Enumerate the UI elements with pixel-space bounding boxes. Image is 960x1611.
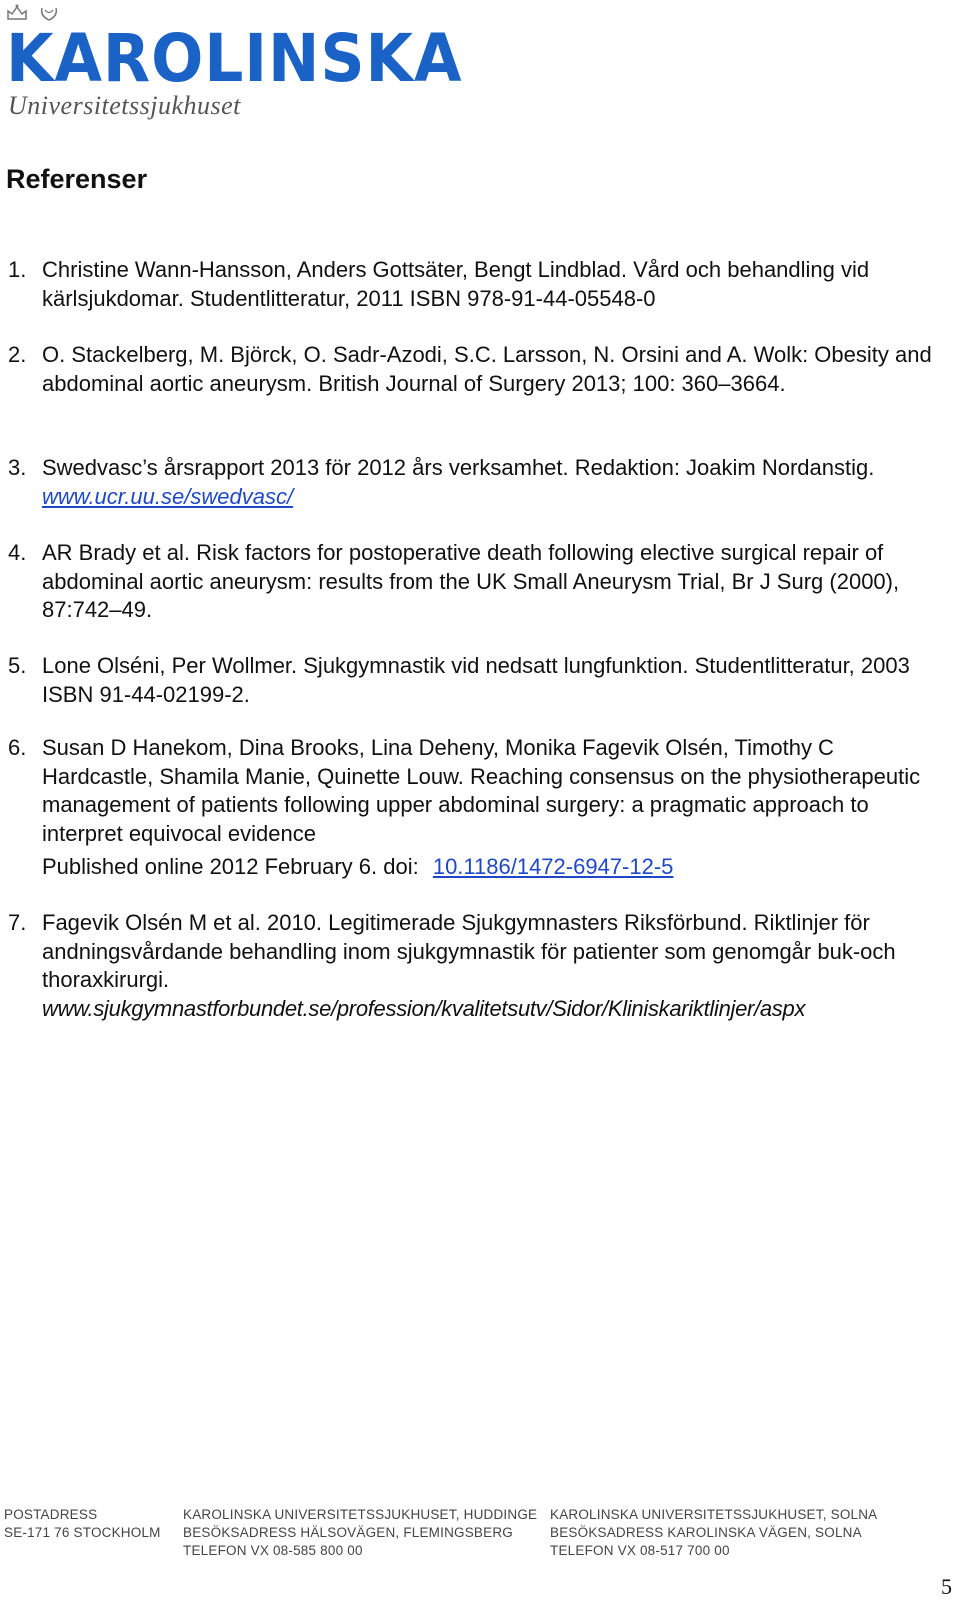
page-footer (0, 1506, 960, 1606)
footer-line: TELEFON VX 08-585 800 00 (183, 1543, 363, 1558)
publication-info: Published online 2012 February 6. doi: (42, 854, 419, 879)
footer-line: BESÖKSADRESS KAROLINSKA VÄGEN, SOLNA (550, 1525, 862, 1540)
footer-solna (550, 1506, 877, 1560)
footer-postal (4, 1506, 161, 1542)
footer-line: BESÖKSADRESS HÄLSOVÄGEN, FLEMINGSBERG (183, 1525, 513, 1540)
reference-text: Swedvasc’s årsrapport 2013 för 2012 års verksamhet. Redaktion: Joakim Nordanstig. (42, 455, 875, 480)
footer-line: KAROLINSKA UNIVERSITETSSJUKHUSET, SOLNA (550, 1507, 878, 1522)
reference-text: Lone Olséni, Per Wollmer. Sjukgymnastik vid nedsatt lungfunktion. Studentlitteratur, 2003 ISBN 91-44-02199-2. (42, 653, 910, 707)
reference-number: 6. (8, 735, 27, 760)
footer-line: KAROLINSKA UNIVERSITETSSJUKHUSET, HUDDINGE (183, 1507, 538, 1522)
karolinska-logo (6, 4, 506, 120)
reference-text: AR Brady et al. Risk factors for postoperative death following elective surgical repair of abdominal aortic aneurysm: results from the UK Small Aneurysm Trial, Br J Surg (2000), 87:742–49. (42, 540, 900, 622)
footer-line: SE-171 76 STOCKHOLM (4, 1525, 161, 1540)
logo-title: KAROLINSKA (6, 20, 463, 97)
reference-text: O. Stackelberg, M. Björck, O. Sadr-Azodi, S.C. Larsson, N. Orsini and A. Wolk: Obesity and abdominal aortic aneurysm. British Journal of Surgery 2013; 100: 360–3664. (42, 342, 932, 396)
reference-number: 1. (8, 257, 27, 282)
reference-text: Christine Wann-Hansson, Anders Gottsäter, Bengt Lindblad. Vård och behandling vid kärlsjukdomar. Studentlitteratur, 2011 ISBN 978-91-44-05548-0 (42, 257, 870, 311)
reference-number: 5. (8, 653, 27, 678)
reference-number: 3. (8, 455, 27, 480)
sjukgymnast-link[interactable]: www.sjukgymnastforbundet.se/profession/kvalitetsutv/Sidor/Kliniskariktlinjer/aspx (42, 995, 806, 1021)
page-title: Referenser (6, 164, 148, 194)
reference-text: Fagevik Olsén M et al. 2010. Legitimerade Sjukgymnasters Riksförbund. Riktlinjer för andningsvårdande behandling inom sjukgymnastik för patienter som genomgår buk-och thoraxkirurgi. (42, 910, 896, 992)
doi-link[interactable]: 10.1186/1472-6947-12-5 (432, 854, 674, 879)
reference-number: 7. (8, 910, 27, 935)
footer-line: TELEFON VX 08-517 700 00 (550, 1543, 730, 1558)
footer-line: POSTADRESS (4, 1507, 98, 1522)
reference-number: 2. (8, 342, 27, 367)
reference-number: 4. (8, 540, 27, 565)
page-number: 5 (941, 1574, 952, 1599)
logo-subtitle: Universitetssjukhuset (8, 91, 241, 120)
reference-text: Susan D Hanekom, Dina Brooks, Lina Deheny, Monika Fagevik Olsén, Timothy C Hardcastle, Shamila Manie, Quinette Louw. Reaching consensus on the physiotherapeutic management of patients following upper abdominal surgery: a pragmatic approach to interpret equivocal evidence (42, 735, 921, 846)
swedvasc-link[interactable]: www.ucr.uu.se/swedvasc/ (42, 483, 294, 509)
footer-huddinge (183, 1506, 537, 1560)
